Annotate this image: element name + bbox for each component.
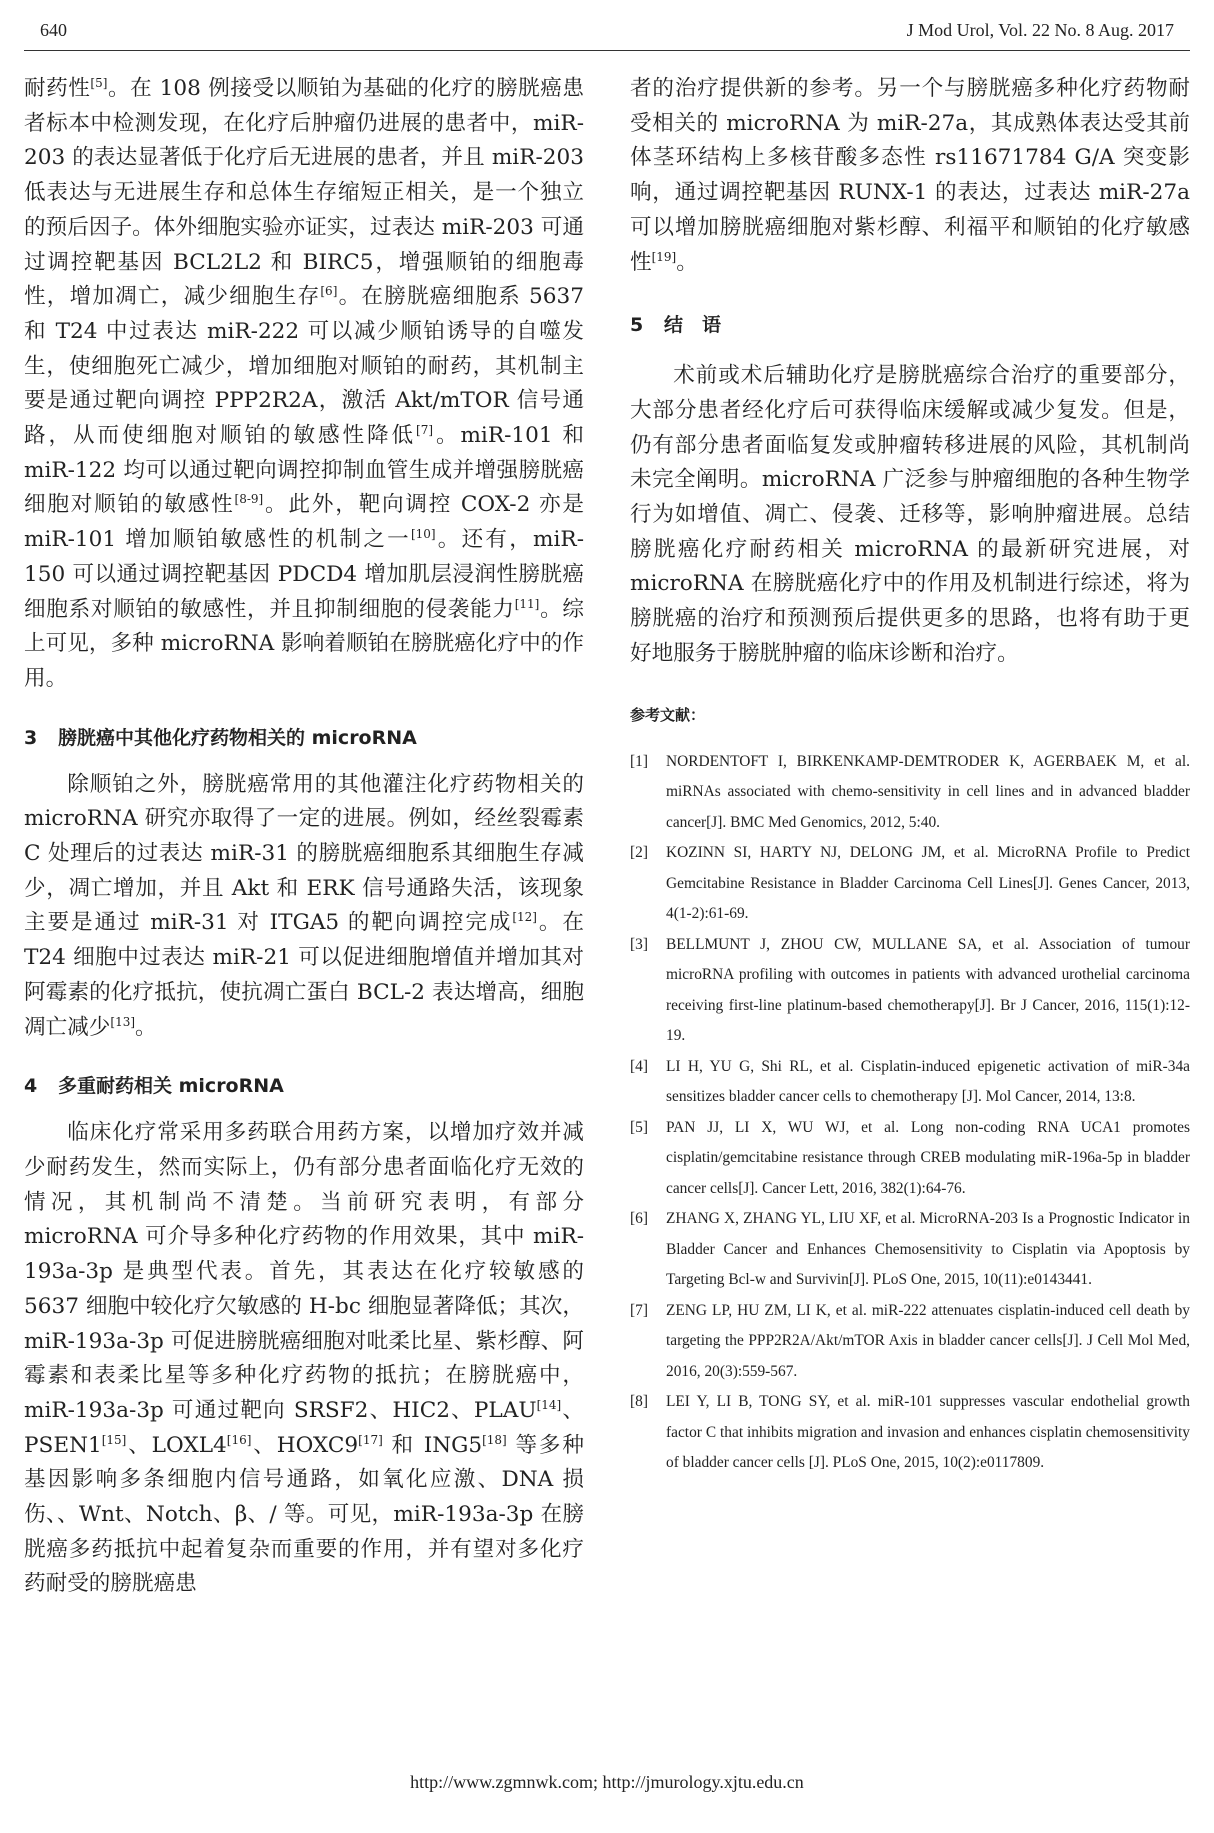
section-title: 膀胱癌中其他化疗药物相关的 microRNA [58, 726, 417, 749]
page-footer: http://www.zgmnwk.com; http://jmurology.xjtu.edu.cn [410, 1772, 804, 1792]
body-paragraph: 临床化疗常采用多药联合用药方案，以增加疗效并减少耐药发生，然而实际上，仍有部分患者面临化疗无效的情况，其机制尚不清楚。当前研究表明，有部分 microRNA 可介导多种化疗药物的作用效果，其中 miR-193a-3p 是典型代表。首先，其表达在化疗较敏感的 5637 细胞中较化疗欠敏感的 H-bc 细胞显著降低；其次，miR-193a-3p 可促进膀胱癌细胞对吡柔比星、紫杉醇、阿霉素和表柔比星等多种化疗药物的抵抗；在膀胱癌中，miR-193a-3p 可通过靶向 SRSF2、HIC2、PLAU[14]、PSEN1[15]、LOXL4[16]、HOXC9[17] 和 ING5[18] 等多种基因影响多条细胞内信号通路，如氧化应激、DNA 损伤、、Wnt、Notch、β、/ 等。可见，miR-193a-3p 在膀胱癌多药抵抗中起着复杂而重要的作用，并有望对多化疗药耐受的膀胱癌患 [24, 1120, 584, 1597]
citation-marker: [15] [101, 1432, 127, 1447]
reference-number: [2] [630, 844, 648, 862]
reference-text: PAN JJ, LI X, WU WJ, et al. Long non-coding RNA UCA1 promotes cisplatin/gemcitabine resistance through CREB modulating miR-196a-5p in bladder cancer cells[J]. Cancer Lett, 2016, 382(1):64-76. [666, 1118, 1190, 1197]
reference-text: LI H, YU G, Shi RL, et al. Cisplatin-induced epigenetic activation of miR-34a sensitizes bladder cancer cells to chemotherapy [J]. Mol Cancer, 2014, 13:8. [666, 1057, 1190, 1106]
section-heading [630, 310, 1190, 337]
reference-number: [1] [630, 752, 648, 770]
reference-item [630, 1296, 1190, 1388]
body-paragraph: 者的治疗提供新的参考。另一个与膀胱癌多种化疗药物耐受相关的 microRNA 为 miR-27a，其成熟体表达受其前体茎环结构上多核苷酸多态性 rs11671784 G/A 突变影响，通过调控靶基因 RUNX-1 的表达，过表达 miR-27a 可以增加膀胱癌细胞对紫杉醇、利福平和顺铂的化疗敏感性[19]。 [630, 76, 1190, 275]
reference-item [630, 1113, 1190, 1205]
citation-marker: [18] [482, 1432, 507, 1447]
page-number: 640 [40, 20, 67, 40]
citation-marker: [17] [358, 1432, 383, 1447]
citation-marker: [8-9] [234, 492, 264, 507]
header-rule [24, 50, 1190, 51]
body-paragraph: 除顺铂之外，膀胱癌常用的其他灌注化疗药物相关的 microRNA 研究亦取得了一定的进展。例如，经丝裂霉素 C 处理后的过表达 miR-31 的膀胱癌细胞系其细胞生存减少，凋亡增加，并且 Akt 和 ERK 信号通路失活，该现象主要是通过 miR-31 对 ITGA5 的靶向调控完成[12]。在 T24 细胞中过表达 miR-21 可以促进细胞增值并增加其对阿霉素的化疗抵抗，使抗凋亡蛋白 BCL-2 表达增高，细胞凋亡减少[13]。 [24, 771, 584, 1040]
reference-number: [3] [630, 935, 648, 953]
reference-number: [7] [630, 1301, 648, 1319]
citation-marker: [19] [651, 249, 677, 264]
citation-marker: [11] [514, 596, 540, 611]
reference-number: [4] [630, 1057, 648, 1075]
section-number: 4 [24, 1075, 38, 1098]
section-title: 结 语 [664, 314, 722, 337]
reference-text: BELLMUNT J, ZHOU CW, MULLANE SA, et al. Association of tumour microRNA profiling with outcomes in patients with advanced urothelial carcinoma receiving first-line platinum-based chemotherapy[J]. Br J Cancer, 2016, 115(1):12-19. [666, 935, 1190, 1045]
reference-item [630, 747, 1190, 839]
citation-marker: [6] [320, 284, 338, 299]
citation-marker: [10] [410, 526, 436, 541]
reference-list [630, 747, 1190, 1479]
reference-item [630, 1052, 1190, 1113]
section-heading [24, 723, 584, 750]
reference-text: ZHANG X, ZHANG YL, LIU XF, et al. MicroRNA-203 Is a Prognostic Indicator in Bladder Cancer and Enhances Chemosensitivity to Cisplatin via Apoptosis by Targeting Bcl-w and Survivin[J]. PLoS One, 2015, 10(11):e0143441. [666, 1210, 1190, 1289]
page-header [40, 20, 1174, 48]
citation-marker: [16] [226, 1432, 252, 1447]
right-column [630, 72, 1190, 1479]
journal-citation: J Mod Urol, Vol. 22 No. 8 Aug. 2017 [906, 20, 1174, 40]
reference-text: LEI Y, LI B, TONG SY, et al. miR-101 suppresses vascular endothelial growth factor C that inhibits migration and invasion and enhances cisplatin chemosensitivity of bladder cancer cells [J]. PLoS One, 2015, 10(2):e0117809. [666, 1393, 1190, 1472]
reference-item [630, 1204, 1190, 1296]
citation-marker: [14] [536, 1397, 562, 1412]
citation-marker: [13] [110, 1014, 136, 1029]
section-heading [24, 1071, 584, 1098]
reference-text: NORDENTOFT I, BIRKENKAMP-DEMTRODER K, AGERBAEK M, et al. miRNAs associated with chemo-sensitivity in cell lines and in advanced bladder cancer[J]. BMC Med Genomics, 2012, 5:40. [666, 752, 1190, 831]
reference-number: [8] [630, 1393, 648, 1411]
reference-number: [5] [630, 1118, 648, 1136]
left-column [24, 72, 584, 1602]
section-title: 多重耐药相关 microRNA [58, 1075, 284, 1098]
reference-item [630, 838, 1190, 930]
reference-number: [6] [630, 1210, 648, 1228]
section-number: 3 [24, 726, 38, 749]
citation-marker: [7] [416, 422, 434, 437]
citation-marker: [12] [512, 910, 537, 925]
citation-marker: [5] [90, 75, 108, 90]
reference-text: KOZINN SI, HARTY NJ, DELONG JM, et al. MicroRNA Profile to Predict Gemcitabine Resistance in Bladder Carcinoma Cell Lines[J]. Genes Cancer, 2013, 4(1-2):61-69. [666, 844, 1190, 923]
section-number: 5 [630, 314, 644, 337]
reference-text: ZENG LP, HU ZM, LI K, et al. miR-222 attenuates cisplatin-induced cell death by targeting the PPP2R2A/Akt/mTOR Axis in bladder cancer cells[J]. J Cell Mol Med, 2016, 20(3):559-567. [666, 1301, 1190, 1380]
reference-item [630, 930, 1190, 1052]
reference-item [630, 1387, 1190, 1479]
body-paragraph: 术前或术后辅助化疗是膀胱癌综合治疗的重要部分，大部分患者经化疗后可获得临床缓解或减少复发。但是，仍有部分患者面临复发或肿瘤转移进展的风险，其机制尚未完全阐明。microRNA 广泛参与肿瘤细胞的各种生物学行为如增值、凋亡、侵袭、迁移等，影响肿瘤进展。总结膀胱癌化疗耐药相关 microRNA 的最新研究进展，对 microRNA 在膀胱癌化疗中的作用及机制进行综述，将为膀胱癌的治疗和预测预后提供更多的思路，也将有助于更好地服务于膀胱肿瘤的临床诊断和治疗。 [630, 363, 1190, 666]
body-paragraph: 耐药性[5]。在 108 例接受以顺铂为基础的化疗的膀胱癌患者标本中检测发现，在化疗后肿瘤仍进展的患者中，miR-203 的表达显著低于化疗后无进展的患者，并且 miR-203 低表达与无进展生存和总体生存缩短正相关，是一个独立的预后因子。体外细胞实验亦证实，过表达 miR-203 可通过调控靶基因 BCL2L2 和 BIRC5，增强顺铂的细胞毒性，增加凋亡，减少细胞生存[6]。在膀胱癌细胞系 5637 和 T24 中过表达 miR-222 可以减少顺铂诱导的自噬发生，使细胞死亡减少，增加细胞对顺铂的耐药，其机制主要是通过靶向调控 PPP2R2A，激活 Akt/mTOR 信号通路，从而使细胞对顺铂的敏感性降低[7]。miR-101 和 miR-122 均可以通过靶向调控抑制血管生成并增强膀胱癌细胞对顺铂的敏感性[8-9]。此外，靶向调控 COX-2 亦是 miR-101 增加顺铂敏感性的机制之一[10]。还有，miR-150 可以通过调控靶基因 PDCD4 增加肌层浸润性膀胱癌细胞系对顺铂的敏感性，并且抑制细胞的侵袭能力[11]。综上可见，多种 microRNA 影响着顺铂在膀胱癌化疗中的作用。 [24, 75, 584, 691]
references-heading: 参考文献： [630, 705, 706, 724]
